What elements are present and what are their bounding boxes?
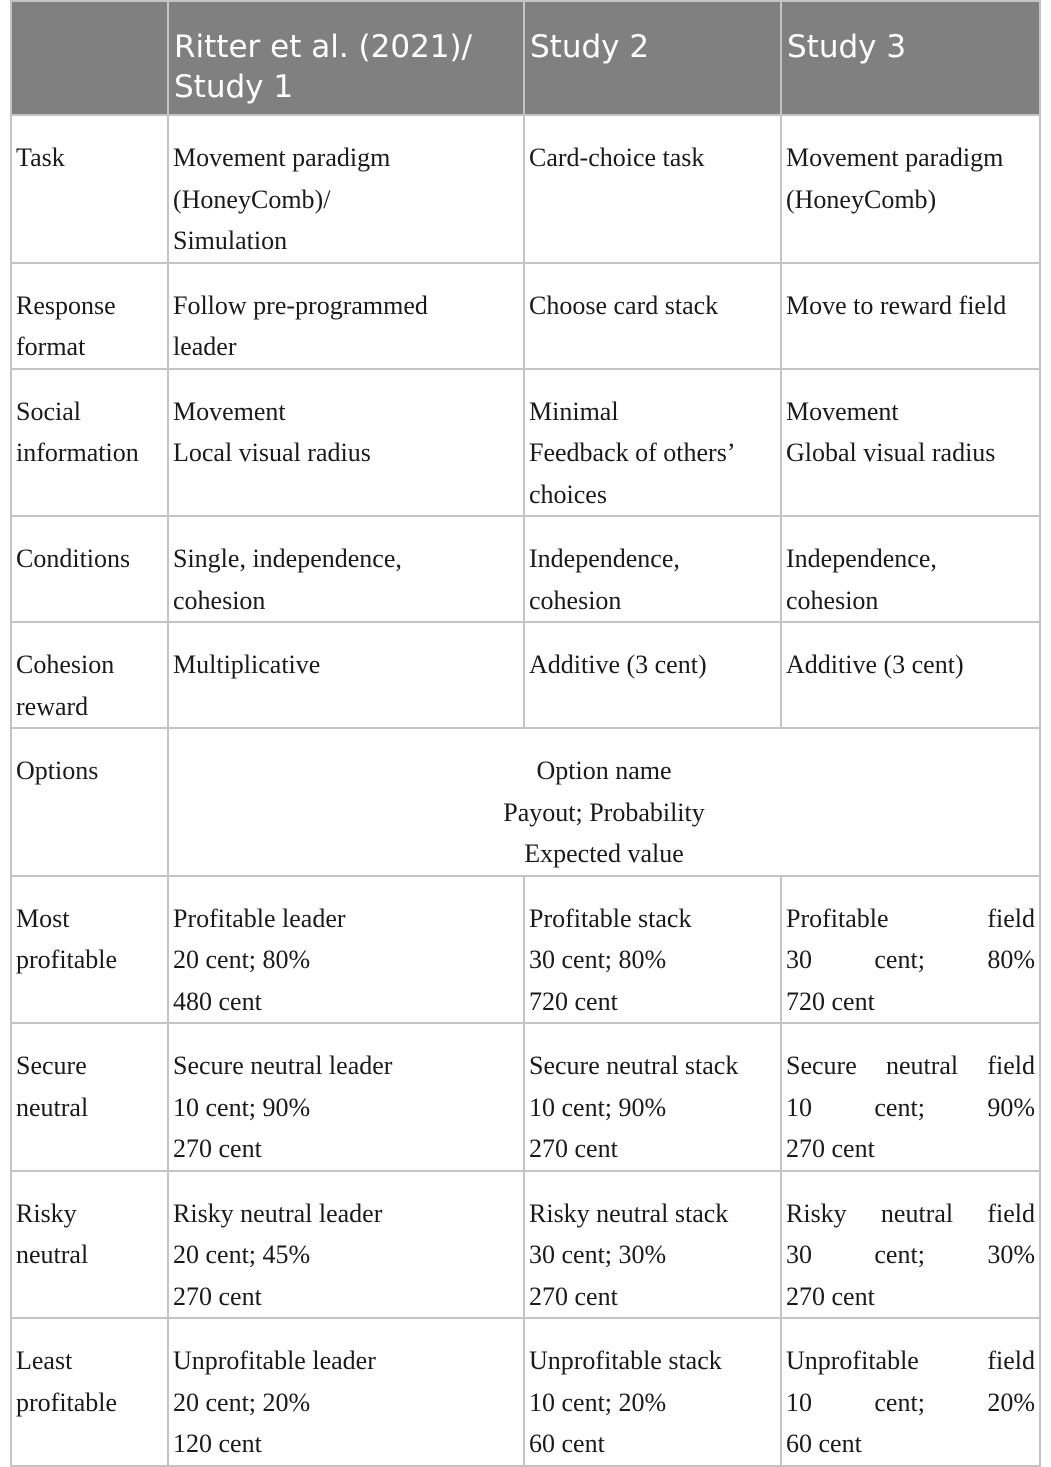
table-row-conditions: [11, 516, 1040, 622]
justified-line: Unprofitable field: [786, 1346, 1035, 1375]
cell-study1: Follow pre-programmed leader: [168, 263, 524, 369]
cell-study1: Movement Local visual radius: [168, 369, 524, 517]
cell-study1: Movement paradigm (HoneyComb)/ Simulation: [168, 115, 524, 263]
table-row-risky-neutral: [11, 1171, 1040, 1319]
table-row-cohesion-reward: [11, 622, 1040, 728]
header-cell-study3: Study 3: [781, 1, 1040, 115]
row-label: Most profitable: [11, 876, 168, 1024]
cell-study3: Secure neutral field 10 cent; 90% 270 cent: [781, 1023, 1040, 1171]
table-row-response-format: [11, 263, 1040, 369]
row-label: Social information: [11, 369, 168, 517]
table-row-social-information: [11, 369, 1040, 517]
row-label: Secure neutral: [11, 1023, 168, 1171]
cell-study2: Card-choice task: [524, 115, 781, 263]
cell-study2: Additive (3 cent): [524, 622, 781, 728]
table-row-secure-neutral: [11, 1023, 1040, 1171]
justified-line: Profitable field: [786, 903, 1035, 933]
row-label: Least profitable: [11, 1318, 168, 1466]
justified-line: 10 cent; 90%: [786, 1092, 1035, 1122]
justified-line: Secure neutral field: [786, 1051, 1035, 1080]
justified-line: 30 cent; 80%: [786, 945, 1035, 974]
cell-study1: Single, independence, cohesion: [168, 516, 524, 622]
cell-study1: Multiplicative: [168, 622, 524, 728]
cell-study3: Movement Global visual radius: [781, 369, 1040, 517]
cell-study3: Independence, cohesion: [781, 516, 1040, 622]
cell-study2: Secure neutral stack 10 cent; 90% 270 cent: [524, 1023, 781, 1171]
cell-study3: Movement paradigm (HoneyComb): [781, 115, 1040, 263]
cell-study3: Unprofitable field 10 cent; 20% 60 cent: [781, 1318, 1040, 1466]
table-row-least-profitable: [11, 1318, 1040, 1466]
cell-study3: Move to reward field: [781, 263, 1040, 369]
row-label: Task: [11, 115, 168, 263]
cell-study2: Choose card stack: [524, 263, 781, 369]
cell-study2: Unprofitable stack 10 cent; 20% 60 cent: [524, 1318, 781, 1466]
table-row-most-profitable: [11, 876, 1040, 1024]
cell-study2: Independence, cohesion: [524, 516, 781, 622]
header-cell-study2: Study 2: [524, 1, 781, 115]
cell-study2: Profitable stack 30 cent; 80% 720 cent: [524, 876, 781, 1024]
row-label: Response format: [11, 263, 168, 369]
cell-study1: Unprofitable leader 20 cent; 20% 120 cent: [168, 1318, 524, 1466]
options-legend-cell: Option name Payout; Probability Expected value: [168, 728, 1040, 876]
table-row-options: [11, 728, 1040, 876]
cell-study3: Risky neutral field 30 cent; 30% 270 cent: [781, 1171, 1040, 1319]
justified-line: Risky neutral field: [786, 1198, 1035, 1228]
cell-study1: Profitable leader 20 cent; 80% 480 cent: [168, 876, 524, 1024]
cell-study2: Minimal Feedback of others’ choices: [524, 369, 781, 517]
cell-study1: Secure neutral leader 10 cent; 90% 270 cent: [168, 1023, 524, 1171]
cell-study2: Risky neutral stack 30 cent; 30% 270 cent: [524, 1171, 781, 1319]
row-label: Cohesion reward: [11, 622, 168, 728]
cell-study3: Profitable field 30 cent; 80% 720 cent: [781, 876, 1040, 1024]
row-label: Risky neutral: [11, 1171, 168, 1319]
cell-study1: Risky neutral leader 20 cent; 45% 270 cent: [168, 1171, 524, 1319]
row-label: Options: [11, 728, 168, 876]
justified-line: 10 cent; 20%: [786, 1387, 1035, 1417]
row-label: Conditions: [11, 516, 168, 622]
table-row-task: [11, 115, 1040, 263]
header-cell-empty: [11, 1, 168, 115]
justified-line: 30 cent; 30%: [786, 1240, 1035, 1269]
study-comparison-table: [10, 0, 1041, 1467]
header-row: [11, 1, 1040, 115]
cell-study3: Additive (3 cent): [781, 622, 1040, 728]
header-cell-study1: Ritter et al. (2021)/ Study 1: [168, 1, 524, 115]
